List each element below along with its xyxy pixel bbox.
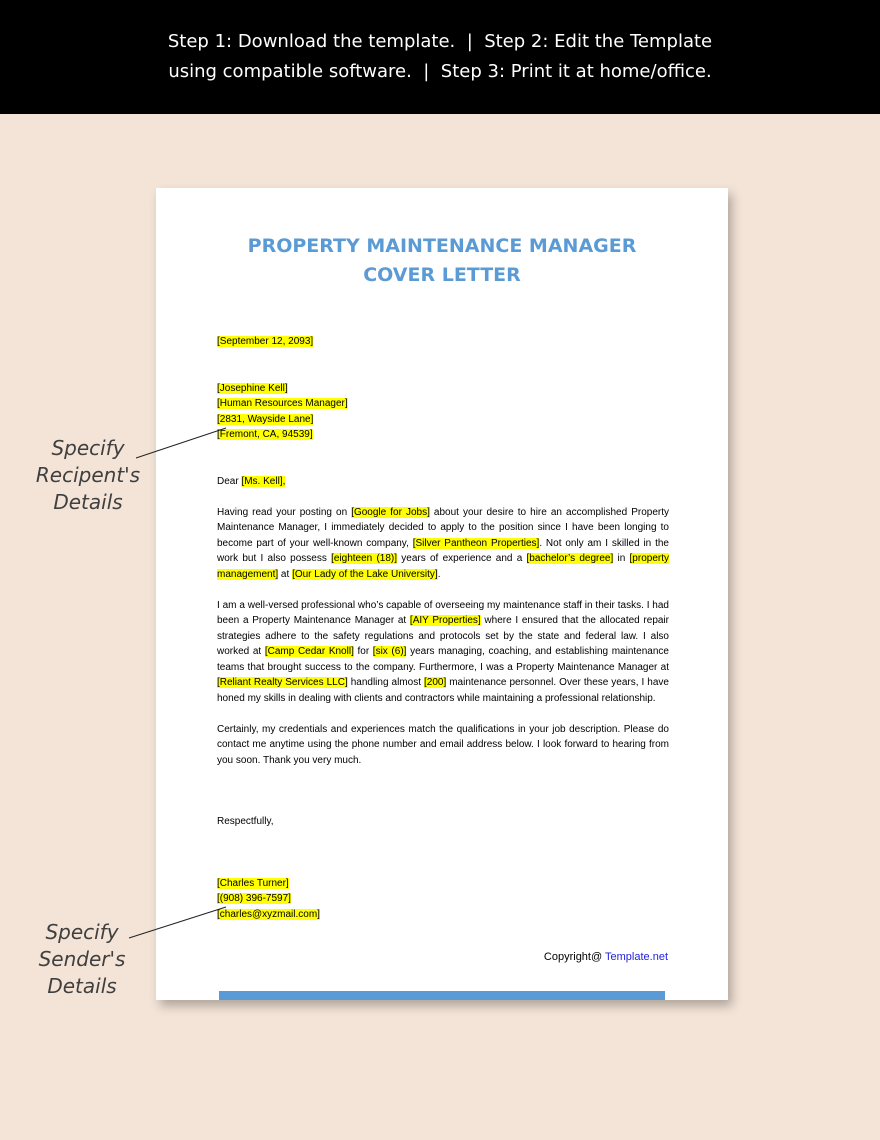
sender-callout-line-2: Sender's	[38, 947, 126, 971]
p1-text: in	[613, 553, 630, 564]
salutation-prefix: Dear	[217, 475, 242, 487]
p1-years: [eighteen (18)]	[331, 553, 398, 564]
recipient-leader-line	[136, 428, 226, 458]
copyright-prefix: Copyright@	[543, 951, 606, 963]
paragraph-3: Certainly, my credentials and experiences match the qualifications in your job description. Please do contact me anytime using the phone number and email address below. I look forward to hearing from you soon. Thank you very much.	[217, 723, 669, 766]
recipient-city: [Fremont, CA, 94539]	[217, 429, 313, 440]
p1-text: about your desire to hire an accomplished Property Maintenance Manager, I immediately decided to apply to the position since I have been longing to become part of your well-known company,	[217, 506, 670, 549]
p2-personnel-count: [200]	[423, 677, 447, 688]
salutation-name: [Ms. Kell],	[241, 475, 286, 487]
p2-years: [six (6)]	[372, 646, 407, 657]
banner-line-2: using compatible software. | Step 3: Print it at home/office.	[168, 61, 712, 82]
sender-email: [charles@xyzmail.com]	[217, 908, 320, 920]
recipient-callout-line-2: Recipent's	[35, 463, 141, 487]
sender-phone: [(908) 396-7597]	[217, 893, 291, 904]
recipient-callout-line-3: Details	[53, 490, 123, 514]
p2-text: maintenance personnel. Over these years, I have honed my skills in dealing with clients and contractors while maintaining a professional relationship.	[217, 677, 669, 704]
sender-callout-line-3: Details	[47, 974, 117, 998]
p2-text: for	[353, 646, 373, 657]
p1-job-board: [Google for Jobs]	[351, 506, 430, 518]
p1-field: [property management]	[217, 553, 669, 580]
recipient-street: [2831, Wayside Lane]	[217, 413, 314, 425]
p1-text: .	[437, 568, 441, 580]
p1-text: years of experience and a	[397, 553, 527, 564]
p1-text: . Not only am I skilled in the work but I also possess	[217, 537, 669, 564]
title-line-2: COVER LETTER	[363, 264, 521, 286]
letter-date: [September 12, 2093]	[217, 336, 314, 347]
p2-text: where I ensured that the allocated repair strategies adhere to the safety regulations and protocols set by the state and federal law. I also worked at	[217, 615, 669, 657]
title-line-1: PROPERTY MAINTENANCE MANAGER	[247, 235, 637, 257]
closing: Respectfully,	[217, 816, 274, 827]
p2-employer-1: [AIY Properties]	[409, 615, 481, 626]
p1-degree: [bachelor’s degree]	[526, 553, 614, 564]
p2-text: years managing, coaching, and establishing maintenance teams that brought success to the company. Furthermore, I was a Property Maintenance Manager at	[217, 646, 669, 673]
sender-name: [Charles Turner]	[217, 877, 289, 889]
recipient-name: [Josephine Kell]	[217, 382, 288, 394]
p2-employer-3: [Reliant Realty Services LLC]	[217, 677, 348, 688]
p1-university: [Our Lady of the Lake University]	[292, 568, 438, 580]
p1-text: Having read your posting on	[217, 506, 352, 518]
recipient-callout-line-1: Specify	[51, 436, 125, 460]
p1-text: at	[278, 568, 293, 580]
banner-line-1: Step 1: Download the template. | Step 2: Edit the Template	[167, 31, 713, 52]
sender-callout-line-1: Specify	[45, 920, 119, 944]
p2-employer-2: [Camp Cedar Knoll]	[264, 646, 354, 657]
sender-leader-line	[129, 907, 226, 938]
p1-company: [Silver Pantheon Properties]	[412, 537, 540, 549]
copyright-link[interactable]: Template.net	[605, 951, 668, 963]
p2-text: I am a well-versed professional who’s capable of overseeing my maintenance staff in their tasks. I had been a Property Maintenance Manager at	[217, 599, 669, 626]
recipient-title: [Human Resources Manager]	[217, 398, 348, 409]
p2-text: handling almost	[347, 677, 424, 688]
